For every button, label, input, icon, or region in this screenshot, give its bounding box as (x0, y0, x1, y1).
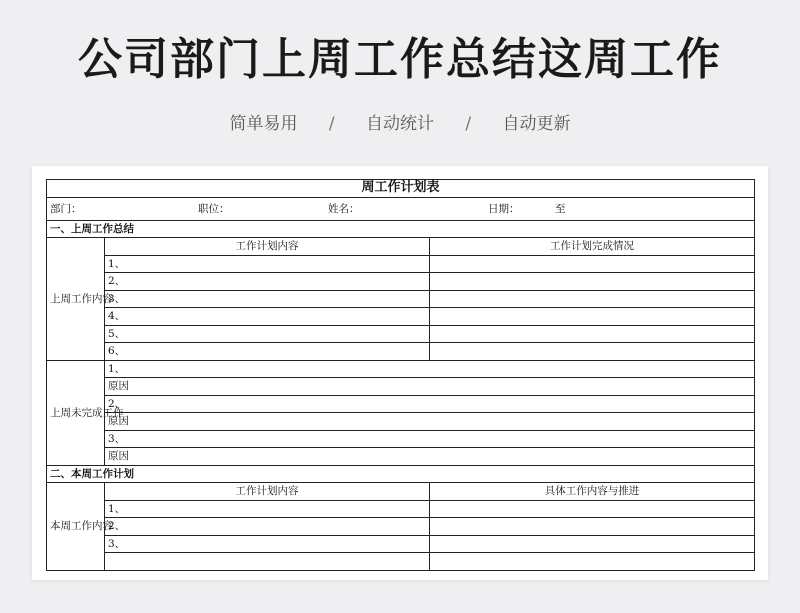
table-row (47, 395, 755, 413)
table-row (47, 553, 755, 571)
tag-auto-statistics: 自动统计 (366, 114, 434, 134)
table-row (47, 413, 755, 431)
col-plan-content: 工作计划内容 (105, 483, 430, 501)
detail-cell[interactable] (430, 500, 755, 518)
unfinished-reason[interactable]: 原因 (105, 378, 755, 396)
detail-cell[interactable] (430, 518, 755, 536)
col-plan-content: 工作计划内容 (105, 238, 430, 256)
unfinished-reason[interactable]: 原因 (105, 413, 755, 431)
table-row (47, 273, 755, 291)
weekly-plan-form (46, 179, 755, 571)
spreadsheet-preview (32, 166, 768, 580)
table-row (47, 360, 755, 378)
detail-cell[interactable] (430, 553, 755, 571)
col-detail-progress: 具体工作内容与推进 (430, 483, 755, 501)
table-row (47, 518, 755, 536)
department-label: 部门： (50, 202, 82, 215)
row-number: 4、 (105, 308, 430, 326)
tag-separator: / (465, 114, 472, 134)
tag-separator: / (328, 114, 335, 134)
page-headline: 公司部门上周工作总结这周工作 (78, 34, 722, 85)
position-label: 职位： (198, 202, 230, 215)
status-cell[interactable] (430, 273, 755, 291)
row-number: 3、 (105, 535, 430, 553)
col-plan-status: 工作计划完成情况 (430, 238, 755, 256)
section-this-week-heading: 二、本周工作计划 (47, 465, 755, 483)
row-number: 2、 (105, 273, 430, 291)
unfinished-work-label: 上周未完成工作 (47, 360, 105, 465)
date-to-label: 至 (555, 202, 566, 215)
feature-taglines (0, 112, 800, 136)
tag-easy-to-use: 简单易用 (229, 114, 298, 134)
unfinished-item[interactable]: 3、 (105, 430, 755, 448)
table-row (47, 448, 755, 466)
row-number: 3、 (105, 290, 430, 308)
status-cell[interactable] (430, 325, 755, 343)
this-week-work-label: 本周工作内容 (47, 483, 105, 571)
status-cell[interactable] (430, 290, 755, 308)
detail-cell[interactable] (430, 535, 755, 553)
table-row (47, 325, 755, 343)
table-row (47, 535, 755, 553)
table-row (47, 378, 755, 396)
section-last-week-heading: 一、上周工作总结 (47, 220, 755, 238)
table-row (47, 290, 755, 308)
date-label: 日期： (488, 202, 520, 215)
row-number: 2、 (105, 518, 430, 536)
table-row (47, 343, 755, 361)
unfinished-item[interactable]: 1、 (105, 360, 755, 378)
row-number: 6、 (105, 343, 430, 361)
status-cell[interactable] (430, 343, 755, 361)
info-row (47, 197, 755, 220)
row-number: 1、 (105, 255, 430, 273)
unfinished-item[interactable]: 2、 (105, 395, 755, 413)
last-week-work-label: 上周工作内容 (47, 238, 105, 361)
table-row (47, 255, 755, 273)
table-row (47, 500, 755, 518)
table-row (47, 308, 755, 326)
row-number: 1、 (105, 500, 430, 518)
form-title: 周工作计划表 (47, 180, 755, 198)
name-label: 姓名： (328, 202, 360, 215)
table-row (47, 430, 755, 448)
row-number (105, 553, 430, 571)
unfinished-reason[interactable]: 原因 (105, 448, 755, 466)
status-cell[interactable] (430, 308, 755, 326)
row-number: 5、 (105, 325, 430, 343)
status-cell[interactable] (430, 255, 755, 273)
tag-auto-update: 自动更新 (502, 114, 571, 134)
